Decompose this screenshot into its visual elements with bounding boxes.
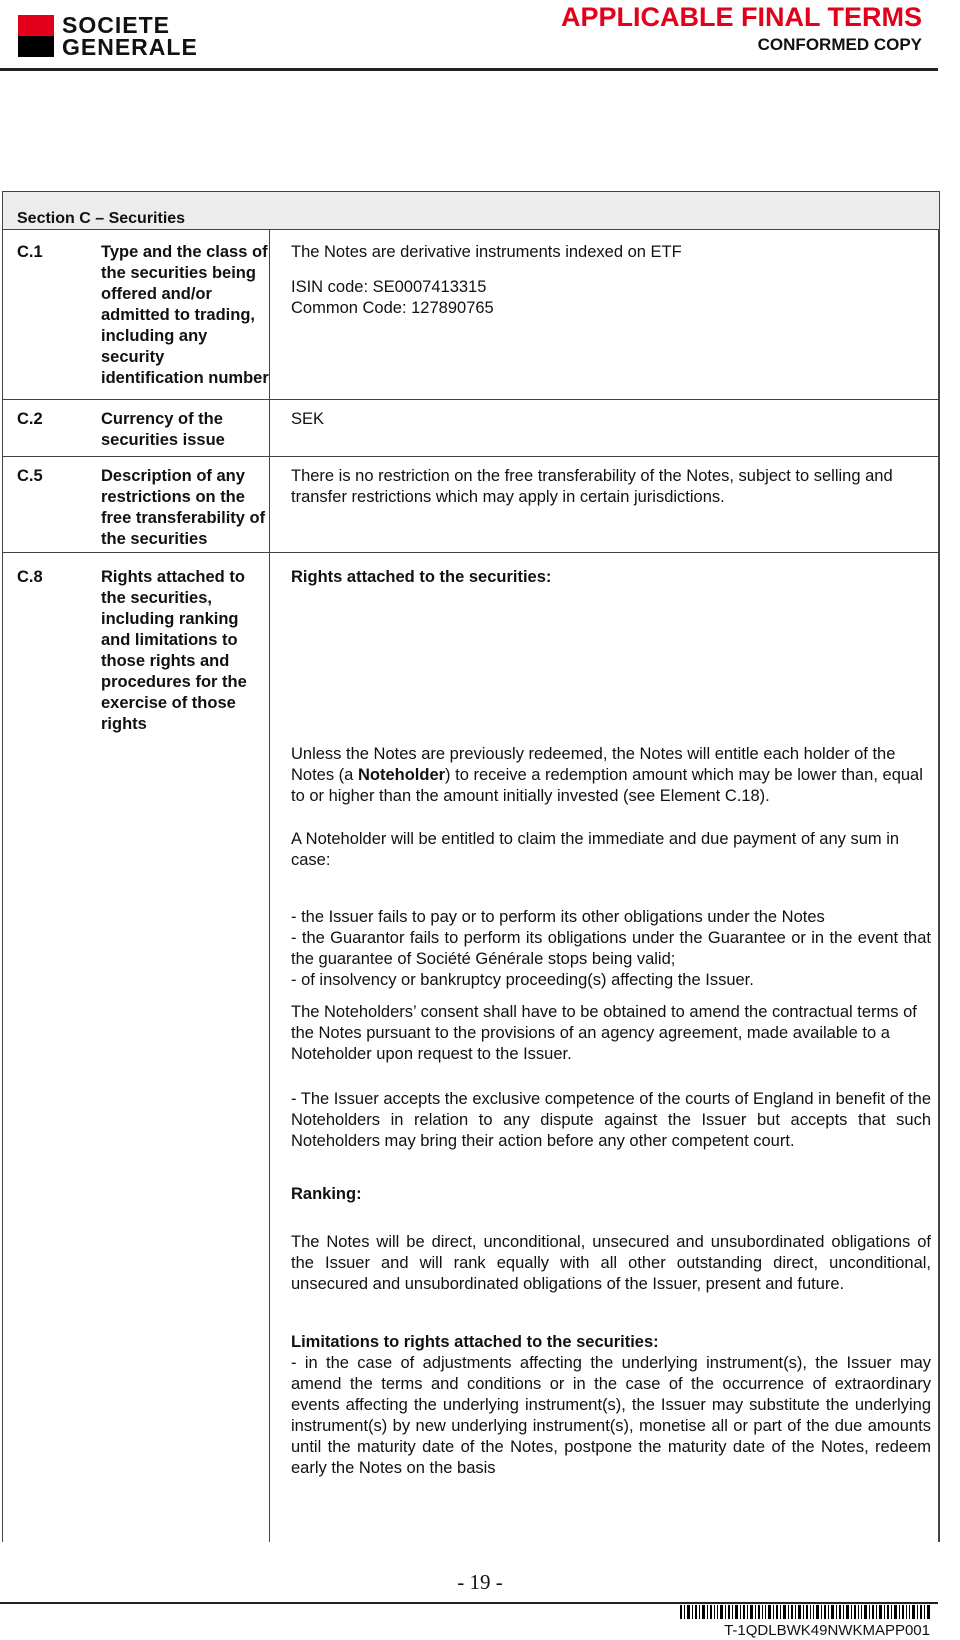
c8-default-list (291, 907, 931, 991)
table-right-border (938, 230, 939, 1542)
c8-para-courts: - The Issuer accepts the exclusive competence of the courts of England in benefit of the Noteholders in relation to any dispute against the Issuer but accepts that such Noteholders may bring their action before any other competent court. (291, 1090, 931, 1150)
row-label-c2: Currency of the securities issue (101, 410, 225, 449)
list-item: - the Guarantor fails to perform its obligations under the Guarantee or in the event that the guarantee of Société Générale stops being valid; (291, 929, 931, 968)
document-title: APPLICABLE FINAL TERMS (560, 2, 922, 32)
row-value-c1 (291, 242, 931, 319)
logo-square-icon (18, 15, 54, 57)
row-divider (3, 399, 939, 400)
row-id-c8: C.8 (17, 568, 43, 586)
societe-generale-logo (18, 14, 198, 58)
row-id-c5: C.5 (17, 467, 43, 485)
section-c-table (2, 191, 940, 1542)
para1-text-b: ) to receive a redemption amount which may be lower than, equal to or higher than the amount initially invested (see Element C.18). (291, 766, 923, 805)
row-id-c1: C.1 (17, 243, 43, 261)
c1-isin: ISIN code: SE0007413315 (291, 278, 487, 296)
row-divider (3, 552, 939, 553)
logo-line-1: SOCIETE (62, 12, 170, 38)
row-divider (3, 456, 939, 457)
list-item: - of insolvency or bankruptcy proceeding(s) affecting the Issuer. (291, 971, 754, 989)
row-value-c2: SEK (291, 410, 325, 428)
header-titles (561, 2, 922, 56)
row-label-c8: Rights attached to the securities, including ranking and limitations to those rights and procedures for the exercise of those rights (101, 568, 247, 733)
document-subtitle: CONFORMED COPY (757, 35, 922, 54)
ranking-heading: Ranking: (291, 1185, 362, 1203)
c8-para-claim: A Noteholder will be entitled to claim the immediate and due payment of any sum in case: (291, 830, 900, 869)
row-value-c5: There is no restriction on the free transferability of the Notes, subject to selling and transfer restrictions which may apply in certain jurisdictions. (291, 467, 893, 506)
logo-line-2: GENERALE (62, 34, 198, 60)
row-label-c5: Description of any restrictions on the free transferability of the securities (101, 467, 266, 548)
c8-para-ranking: The Notes will be direct, unconditional, unsecured and unsubordinated obligations of the Issuer and will rank equally with all other outstanding direct, unconditional, unsecured and unsubordinated obligations of the Issuer, present and future. (291, 1233, 931, 1293)
document-reference: T-1QDLBWK49NWKMAPP001 (724, 1622, 930, 1639)
c8-para-consent: The Noteholders’ consent shall have to be obtained to amend the contractual terms of the Notes pursuant to the provisions of an agency agreement, made available to a Noteholder upon request to the Issuer. (291, 1003, 917, 1063)
c8-para-redemption (291, 744, 931, 807)
list-item: - the Issuer fails to pay or to perform its other obligations under the Notes (291, 908, 825, 926)
logo-wordmark (62, 14, 198, 58)
row-id-c2: C.2 (17, 410, 43, 428)
c8-para-limitations: - in the case of adjustments affecting the underlying instrument(s), the Issuer may amend the terms and conditions or in the case of the occurrence of extraordinary events affecting the underlying instrument(s), the Issuer may substitute the underlying instrument(s) by new underlying instrument(s), monetise all or part of the due amounts until the maturity date of the Notes, postpone the maturity date of the Notes, redeem early the Notes on the basis (291, 1354, 931, 1477)
row-label-c1: Type and the class of the securities being offered and/or admitted to trading, including any security identification number (101, 243, 269, 387)
rights-heading: Rights attached to the securities: (291, 568, 552, 586)
limitations-heading: Limitations to rights attached to the securities: (291, 1333, 659, 1351)
header-divider (0, 68, 938, 71)
section-heading: Section C – Securities (3, 192, 939, 230)
para1-text-a: Unless the Notes are previously redeemed, the Notes will entitle each holder of the Notes (a (291, 745, 896, 784)
footer-divider (0, 1602, 938, 1604)
c1-common-code: Common Code: 127890765 (291, 299, 494, 317)
noteholder-term: Noteholder (357, 766, 446, 784)
page-number: - 19 - (457, 1570, 503, 1594)
c1-description: The Notes are derivative instruments indexed on ETF (291, 243, 682, 261)
